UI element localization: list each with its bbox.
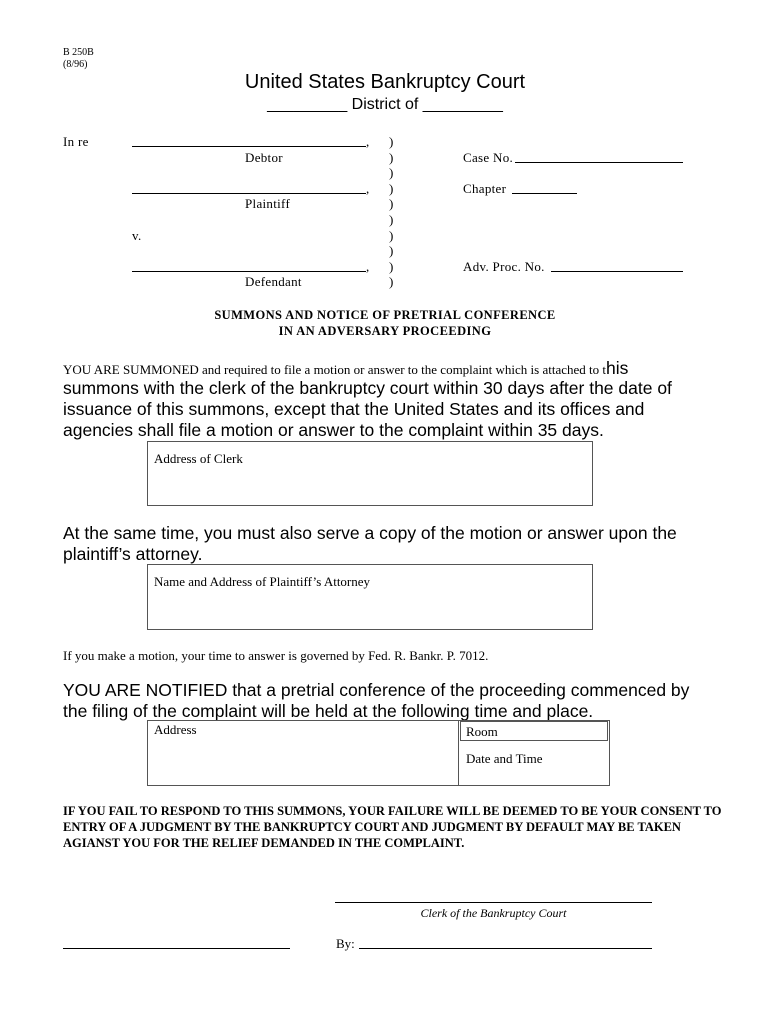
summons-line-3: issuance of this summons, except that the United States and its offices and	[63, 399, 645, 419]
paren: )	[389, 259, 394, 274]
adv-proc-label: Adv. Proc. No.	[463, 259, 545, 274]
chapter-label: Chapter	[463, 181, 507, 196]
chapter-line[interactable]	[512, 193, 577, 194]
clerk-signature-line[interactable]	[335, 902, 652, 903]
clerk-address-label: Address of Clerk	[154, 451, 243, 466]
case-no-line[interactable]	[515, 162, 683, 163]
notified-line-2: the filing of the complaint will be held at the following time and place.	[63, 701, 594, 721]
paren: )	[389, 165, 394, 180]
conference-divider	[458, 720, 459, 786]
plaintiff-name-line[interactable]	[132, 193, 366, 194]
district-line[interactable]: _________ District of _________	[267, 96, 503, 113]
clerk-caption: Clerk of the Bankruptcy Court	[420, 906, 567, 920]
notified-line-1: YOU ARE NOTIFIED that a pretrial conference of the proceeding commenced by	[63, 680, 690, 700]
by-label: By:	[336, 936, 355, 951]
date-time-label: Date and Time	[466, 751, 543, 766]
summons-line-2: summons with the clerk of the bankruptcy court within 30 days after the date of	[63, 378, 672, 398]
debtor-name-line[interactable]	[132, 146, 366, 147]
court-title: United States Bankruptcy Court	[244, 71, 526, 93]
form-revision: (8/96)	[63, 59, 88, 70]
defendant-comma: ,	[366, 259, 370, 274]
in-re-label: In re	[63, 134, 89, 149]
adv-proc-line[interactable]	[551, 271, 683, 272]
versus-label: v.	[132, 228, 142, 243]
serve-line-1: At the same time, you must also serve a copy of the motion or answer upon the	[63, 523, 677, 543]
summons-lead-big: his	[606, 358, 629, 378]
paren: )	[389, 181, 394, 196]
paren: )	[389, 196, 394, 211]
motion-note: If you make a motion, your time to answer is governed by Fed. R. Bankr. P. 7012.	[63, 648, 489, 663]
paren: )	[389, 150, 394, 165]
room-label: Room	[466, 724, 498, 739]
defendant-label: Defendant	[245, 274, 302, 289]
paren: )	[389, 274, 394, 289]
date-signature-line[interactable]	[63, 948, 290, 949]
heading-line-2: IN AN ADVERSARY PROCEEDING	[278, 324, 492, 338]
debtor-label: Debtor	[245, 150, 283, 165]
defendant-name-line[interactable]	[132, 271, 366, 272]
debtor-comma: ,	[366, 134, 370, 149]
summons-line-4: agencies shall file a motion or answer to the complaint within 35 days.	[63, 420, 604, 440]
heading-line-1: SUMMONS AND NOTICE OF PRETRIAL CONFERENCE	[214, 308, 556, 322]
summons-lead-small: YOU ARE SUMMONED and required to file a motion or answer to the complaint which is attached to t	[63, 362, 607, 377]
plaintiff-comma: ,	[366, 181, 370, 196]
attorney-address-label: Name and Address of Plaintiff’s Attorney	[154, 574, 371, 589]
by-signature-line[interactable]	[359, 948, 652, 949]
form-number: B 250B	[63, 47, 94, 58]
conference-address-label: Address	[154, 722, 197, 737]
paren: )	[389, 228, 394, 243]
paren: )	[389, 212, 394, 227]
serve-line-2: plaintiff’s attorney.	[63, 544, 203, 564]
case-no-label: Case No.	[463, 150, 514, 165]
paren: )	[389, 243, 394, 258]
default-warning: IF YOU FAIL TO RESPOND TO THIS SUMMONS, YOUR FAILURE WILL BE DEEMED TO BE YOUR CONSENT TO ENTRY OF A JUDGMENT BY THE BANKRUPTCY COURT AND JUDGMENT BY DEFAULT MAY BE TAKEN AGIANST YOU FOR THE RELIEF DEMANDED IN THE COMPLAINT.	[63, 804, 722, 850]
paren: )	[389, 134, 394, 149]
form-code	[63, 47, 94, 71]
summons-line-1	[63, 358, 628, 379]
plaintiff-label: Plaintiff	[245, 196, 291, 211]
